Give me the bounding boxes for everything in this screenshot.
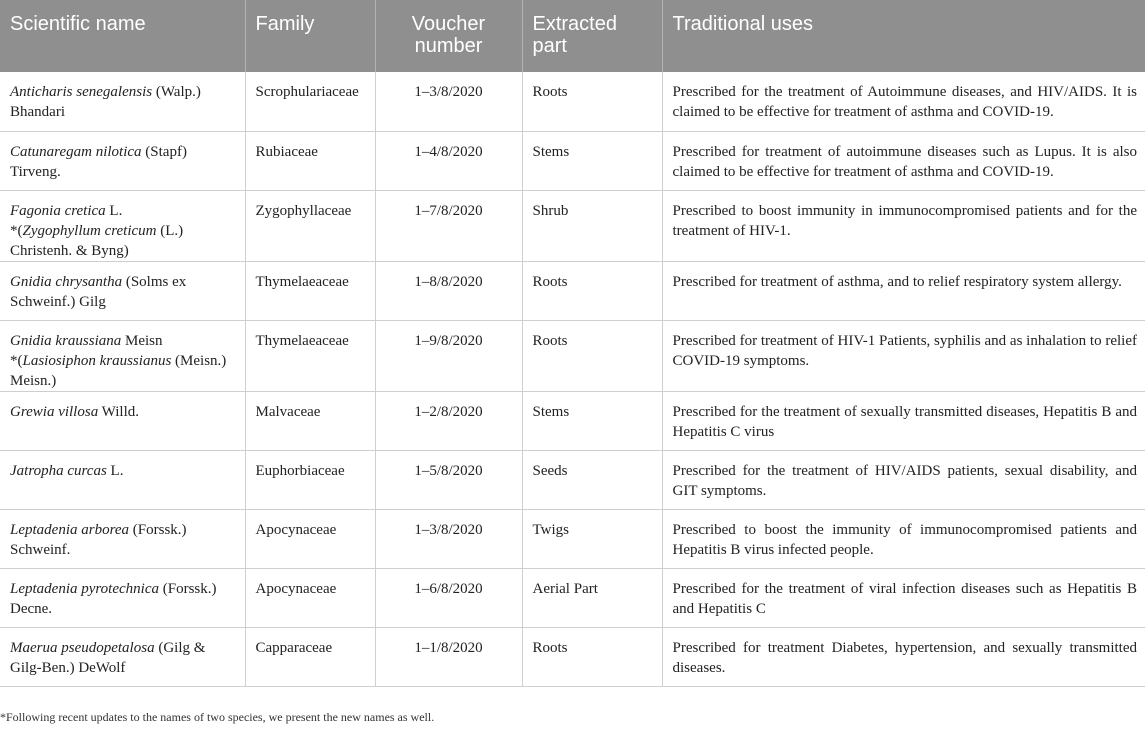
- cell-traditional-uses: Prescribed for the treatment of viral infection diseases such as Hepatitis B and Hepatitis C: [662, 568, 1145, 627]
- cell-scientific-name: [0, 190, 245, 261]
- cell-traditional-uses: Prescribed for treatment of HIV-1 Patients, syphilis and as inhalation to relief COVID-19 symptoms.: [662, 320, 1145, 391]
- cell-scientific-name: [0, 450, 245, 509]
- species-binomial: Catunaregam nilotica: [10, 143, 142, 160]
- synonym-prefix: *(: [10, 222, 23, 239]
- header-row: [0, 0, 1145, 72]
- table-row: [0, 568, 1145, 627]
- cell-traditional-uses: Prescribed for the treatment of sexually transmitted diseases, Hepatitis B and Hepatitis C virus: [662, 391, 1145, 450]
- header-scientific-name: Scientific name: [0, 0, 245, 72]
- cell-voucher-number: 1–7/8/2020: [375, 190, 522, 261]
- header-family: Family: [245, 0, 375, 72]
- table-row: [0, 509, 1145, 568]
- cell-extracted-part: Twigs: [522, 509, 662, 568]
- cell-extracted-part: Aerial Part: [522, 568, 662, 627]
- table-row: [0, 261, 1145, 320]
- cell-family: Zygophyllaceae: [245, 190, 375, 261]
- cell-traditional-uses: Prescribed for the treatment of Autoimmune diseases, and HIV/AIDS. It is claimed to be effective for treatment of asthma and COVID-19.: [662, 72, 1145, 131]
- cell-extracted-part: Roots: [522, 320, 662, 391]
- table-body: [0, 72, 1145, 686]
- cell-scientific-name: [0, 131, 245, 190]
- cell-scientific-name: [0, 509, 245, 568]
- synonym-authority: (Meisn.) Meisn.): [10, 352, 227, 389]
- table-footnote: *Following recent updates to the names of two species, we present the new names as well.: [0, 710, 435, 724]
- cell-extracted-part: Stems: [522, 131, 662, 190]
- species-binomial: Leptadenia pyrotechnica: [10, 580, 159, 597]
- synonym-authority: (L.) Christenh. & Byng): [10, 222, 184, 259]
- species-authority: L.: [105, 202, 123, 219]
- table-row: [0, 450, 1145, 509]
- cell-traditional-uses: Prescribed for treatment of autoimmune diseases such as Lupus. It is also claimed to be effective for treatment of asthma and COVID-19.: [662, 131, 1145, 190]
- cell-family: Thymelaeaceae: [245, 320, 375, 391]
- cell-voucher-number: 1–8/8/2020: [375, 261, 522, 320]
- cell-extracted-part: Roots: [522, 627, 662, 686]
- species-binomial: Jatropha curcas: [10, 462, 107, 479]
- cell-scientific-name: [0, 627, 245, 686]
- species-binomial: Maerua pseudopetalosa: [10, 639, 155, 656]
- cell-family: Apocynaceae: [245, 568, 375, 627]
- cell-extracted-part: Seeds: [522, 450, 662, 509]
- species-binomial: Fagonia cretica: [10, 202, 106, 219]
- table-row: [0, 627, 1145, 686]
- synonym-name: [10, 353, 226, 389]
- species-binomial: Leptadenia arborea: [10, 521, 130, 538]
- synonym-binomial: Lasiosiphon kraussianus: [22, 352, 172, 369]
- cell-scientific-name: [0, 568, 245, 627]
- cell-voucher-number: 1–1/8/2020: [375, 627, 522, 686]
- cell-family: Capparaceae: [245, 627, 375, 686]
- cell-voucher-number: 1–6/8/2020: [375, 568, 522, 627]
- cell-extracted-part: Shrub: [522, 190, 662, 261]
- species-authority: L.: [106, 462, 124, 479]
- cell-extracted-part: Stems: [522, 391, 662, 450]
- species-authority: (Forssk.) Decne.: [10, 580, 217, 617]
- cell-family: Thymelaeaceae: [245, 261, 375, 320]
- table-row: [0, 391, 1145, 450]
- header-traditional-uses: Traditional uses: [662, 0, 1145, 72]
- species-authority: (Stapf) Tirveng.: [10, 143, 187, 180]
- cell-traditional-uses: Prescribed for treatment of asthma, and to relief respiratory system allergy.: [662, 261, 1145, 320]
- cell-family: Apocynaceae: [245, 509, 375, 568]
- synonym-name: [10, 223, 183, 259]
- header-voucher-number: Voucher number: [375, 0, 522, 72]
- species-authority: Meisn: [121, 332, 163, 349]
- species-binomial: Grewia villosa: [10, 403, 99, 420]
- cell-family: Scrophulariaceae: [245, 72, 375, 131]
- cell-traditional-uses: Prescribed to boost the immunity of immunocompromised patients and Hepatitis B virus infected people.: [662, 509, 1145, 568]
- table-header: [0, 0, 1145, 72]
- cell-family: Euphorbiaceae: [245, 450, 375, 509]
- cell-voucher-number: 1–4/8/2020: [375, 131, 522, 190]
- cell-voucher-number: 1–5/8/2020: [375, 450, 522, 509]
- cell-voucher-number: 1–3/8/2020: [375, 509, 522, 568]
- header-extracted-part: Extracted part: [522, 0, 662, 72]
- species-binomial: Gnidia chrysantha: [10, 273, 123, 290]
- cell-extracted-part: Roots: [522, 261, 662, 320]
- cell-traditional-uses: Prescribed to boost immunity in immunocompromised patients and for the treatment of HIV-1.: [662, 190, 1145, 261]
- cell-scientific-name: [0, 261, 245, 320]
- species-authority: (Gilg & Gilg-Ben.) DeWolf: [10, 639, 206, 676]
- cell-family: Rubiaceae: [245, 131, 375, 190]
- cell-family: Malvaceae: [245, 391, 375, 450]
- cell-traditional-uses: Prescribed for treatment Diabetes, hypertension, and sexually transmitted diseases.: [662, 627, 1145, 686]
- cell-voucher-number: 1–3/8/2020: [375, 72, 522, 131]
- synonym-binomial: Zygophyllum creticum: [22, 222, 157, 239]
- species-authority: (Walp.) Bhandari: [10, 84, 201, 120]
- species-authority: (Solms ex Schweinf.) Gilg: [10, 273, 187, 310]
- table-row: [0, 190, 1145, 261]
- species-binomial: Gnidia kraussiana: [10, 332, 122, 349]
- synonym-prefix: *(: [10, 352, 23, 369]
- cell-traditional-uses: Prescribed for the treatment of HIV/AIDS patients, sexual disability, and GIT symptoms.: [662, 450, 1145, 509]
- table-row: [0, 72, 1145, 131]
- cell-voucher-number: 1–9/8/2020: [375, 320, 522, 391]
- species-authority: (Forssk.) Schweinf.: [10, 521, 187, 558]
- cell-scientific-name: [0, 72, 245, 131]
- cell-scientific-name: [0, 391, 245, 450]
- cell-extracted-part: Roots: [522, 72, 662, 131]
- cell-scientific-name: [0, 320, 245, 391]
- cell-voucher-number: 1–2/8/2020: [375, 391, 522, 450]
- species-binomial: Anticharis senegalensis: [10, 84, 153, 100]
- species-authority: Willd.: [98, 403, 139, 420]
- table-row: [0, 131, 1145, 190]
- table-row: [0, 320, 1145, 391]
